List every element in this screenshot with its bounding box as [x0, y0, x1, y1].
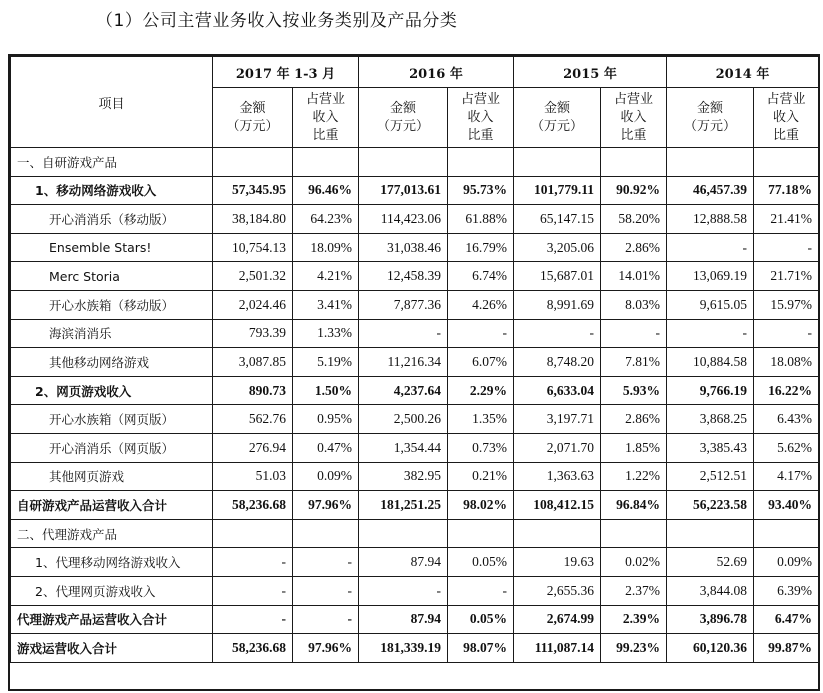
- header-share: [448, 88, 514, 148]
- header-share-line: 比重: [620, 127, 647, 143]
- share-cell: 14.01%: [601, 262, 667, 291]
- share-cell: 3.41%: [293, 290, 359, 319]
- header-amount: [514, 88, 601, 148]
- header-share-line: 比重: [772, 127, 799, 143]
- share-cell: 61.88%: [448, 205, 514, 234]
- share-cell: 95.73%: [448, 176, 514, 205]
- amount-cell: 2,674.99: [514, 605, 601, 634]
- row-label: 其他移动网络游戏: [11, 348, 213, 377]
- amount-cell: -: [213, 605, 293, 634]
- header-share: [601, 88, 667, 148]
- row-label: 1、代理移动网络游戏收入: [11, 548, 213, 577]
- revenue-table: [10, 56, 819, 663]
- row-label: 其他网页游戏: [11, 462, 213, 491]
- share-cell: 4.17%: [754, 462, 819, 491]
- share-cell: 6.07%: [448, 348, 514, 377]
- amount-cell: -: [359, 576, 448, 605]
- share-cell: 18.08%: [754, 348, 819, 377]
- amount-cell: 52.69: [667, 548, 754, 577]
- header-share-line: 占营业: [766, 91, 806, 107]
- share-cell: 1.35%: [448, 405, 514, 434]
- amount-cell: 9,615.05: [667, 290, 754, 319]
- amount-cell: 2,655.36: [514, 576, 601, 605]
- share-cell: [754, 519, 819, 548]
- share-cell: 5.62%: [754, 433, 819, 462]
- row-label: 一、自研游戏产品: [11, 148, 213, 177]
- table-row: [11, 376, 819, 405]
- amount-cell: [667, 148, 754, 177]
- share-cell: 97.96%: [293, 491, 359, 520]
- share-cell: 5.93%: [601, 376, 667, 405]
- amount-cell: -: [359, 319, 448, 348]
- header-share-line: 占营业: [460, 91, 500, 107]
- share-cell: -: [448, 576, 514, 605]
- share-cell: 0.73%: [448, 433, 514, 462]
- header-share-line: 收入: [620, 109, 647, 125]
- share-cell: 93.40%: [754, 491, 819, 520]
- share-cell: 2.37%: [601, 576, 667, 605]
- amount-cell: 10,754.13: [213, 233, 293, 262]
- share-cell: -: [448, 319, 514, 348]
- header-period: 2016 年: [359, 57, 514, 88]
- header-amount-line: （万元）: [530, 118, 583, 134]
- row-label: 代理游戏产品运营收入合计: [11, 605, 213, 634]
- header-row-periods: [11, 57, 819, 88]
- share-cell: [293, 519, 359, 548]
- row-label: 海滨消消乐: [11, 319, 213, 348]
- amount-cell: 1,354.44: [359, 433, 448, 462]
- amount-cell: 51.03: [213, 462, 293, 491]
- share-cell: 90.92%: [601, 176, 667, 205]
- amount-cell: 56,223.58: [667, 491, 754, 520]
- table-row: [11, 290, 819, 319]
- share-cell: 58.20%: [601, 205, 667, 234]
- table-row: [11, 462, 819, 491]
- table-row: [11, 548, 819, 577]
- share-cell: 1.50%: [293, 376, 359, 405]
- amount-cell: 101,779.11: [514, 176, 601, 205]
- share-cell: 99.87%: [754, 634, 819, 663]
- amount-cell: 2,024.46: [213, 290, 293, 319]
- share-cell: 1.22%: [601, 462, 667, 491]
- table-row: [11, 262, 819, 291]
- share-cell: 1.33%: [293, 319, 359, 348]
- amount-cell: 13,069.19: [667, 262, 754, 291]
- amount-cell: 60,120.36: [667, 634, 754, 663]
- row-label: 二、代理游戏产品: [11, 519, 213, 548]
- amount-cell: 114,423.06: [359, 205, 448, 234]
- share-cell: 5.19%: [293, 348, 359, 377]
- amount-cell: 181,251.25: [359, 491, 448, 520]
- share-cell: 99.23%: [601, 634, 667, 663]
- amount-cell: 7,877.36: [359, 290, 448, 319]
- amount-cell: -: [213, 548, 293, 577]
- amount-cell: 181,339.19: [359, 634, 448, 663]
- table-row: [11, 319, 819, 348]
- table-body: [11, 148, 819, 663]
- share-cell: 0.05%: [448, 605, 514, 634]
- header-period: 2014 年: [667, 57, 819, 88]
- share-cell: 2.86%: [601, 405, 667, 434]
- header-amount-line: 金额: [543, 100, 570, 116]
- share-cell: 64.23%: [293, 205, 359, 234]
- share-cell: 0.02%: [601, 548, 667, 577]
- amount-cell: 8,991.69: [514, 290, 601, 319]
- amount-cell: 12,458.39: [359, 262, 448, 291]
- amount-cell: 15,687.01: [514, 262, 601, 291]
- amount-cell: 382.95: [359, 462, 448, 491]
- share-cell: 6.39%: [754, 576, 819, 605]
- table-row: [11, 491, 819, 520]
- share-cell: 6.47%: [754, 605, 819, 634]
- share-cell: [448, 519, 514, 548]
- table-row: [11, 605, 819, 634]
- amount-cell: 3,844.08: [667, 576, 754, 605]
- header-share-line: 占营业: [305, 91, 345, 107]
- share-cell: 21.41%: [754, 205, 819, 234]
- amount-cell: 3,385.43: [667, 433, 754, 462]
- amount-cell: 10,884.58: [667, 348, 754, 377]
- header-amount: [359, 88, 448, 148]
- share-cell: -: [293, 548, 359, 577]
- share-cell: 0.47%: [293, 433, 359, 462]
- amount-cell: 31,038.46: [359, 233, 448, 262]
- header-amount-line: 金额: [239, 100, 266, 116]
- header-period: 2017 年 1-3 月: [213, 57, 359, 88]
- share-cell: 0.09%: [293, 462, 359, 491]
- table-row: [11, 148, 819, 177]
- amount-cell: 111,087.14: [514, 634, 601, 663]
- share-cell: -: [601, 319, 667, 348]
- share-cell: [293, 148, 359, 177]
- table-row: [11, 576, 819, 605]
- table-row: [11, 348, 819, 377]
- row-label: 开心消消乐（移动版）: [11, 205, 213, 234]
- amount-cell: 562.76: [213, 405, 293, 434]
- share-cell: 16.79%: [448, 233, 514, 262]
- amount-cell: 87.94: [359, 548, 448, 577]
- amount-cell: 9,766.19: [667, 376, 754, 405]
- amount-cell: 177,013.61: [359, 176, 448, 205]
- share-cell: 0.95%: [293, 405, 359, 434]
- share-cell: -: [754, 319, 819, 348]
- header-share-line: 比重: [467, 127, 494, 143]
- header-share-line: 占营业: [613, 91, 653, 107]
- header-share-line: 比重: [312, 127, 339, 143]
- amount-cell: -: [213, 576, 293, 605]
- header-share-line: 收入: [772, 109, 799, 125]
- amount-cell: 65,147.15: [514, 205, 601, 234]
- amount-cell: -: [514, 319, 601, 348]
- share-cell: 2.86%: [601, 233, 667, 262]
- share-cell: 6.74%: [448, 262, 514, 291]
- share-cell: 0.21%: [448, 462, 514, 491]
- amount-cell: 2,500.26: [359, 405, 448, 434]
- share-cell: 0.05%: [448, 548, 514, 577]
- amount-cell: 58,236.68: [213, 634, 293, 663]
- row-label: Ensemble Stars!: [11, 233, 213, 262]
- header-share: [754, 88, 819, 148]
- section-title: （1）公司主营业务收入按业务类别及产品分类: [96, 11, 458, 31]
- amount-cell: 38,184.80: [213, 205, 293, 234]
- share-cell: 21.71%: [754, 262, 819, 291]
- amount-cell: 3,205.06: [514, 233, 601, 262]
- amount-cell: 3,868.25: [667, 405, 754, 434]
- amount-cell: [213, 519, 293, 548]
- amount-cell: 793.39: [213, 319, 293, 348]
- header-period: 2015 年: [514, 57, 667, 88]
- header-amount-line: （万元）: [683, 118, 736, 134]
- table-row: [11, 176, 819, 205]
- header-amount: [667, 88, 754, 148]
- amount-cell: 3,896.78: [667, 605, 754, 634]
- share-cell: 7.81%: [601, 348, 667, 377]
- amount-cell: [213, 148, 293, 177]
- header-item: 项目: [11, 57, 213, 148]
- row-label: 游戏运营收入合计: [11, 634, 213, 663]
- header-amount-line: 金额: [696, 100, 723, 116]
- share-cell: 98.07%: [448, 634, 514, 663]
- share-cell: -: [293, 576, 359, 605]
- share-cell: 97.96%: [293, 634, 359, 663]
- amount-cell: 58,236.68: [213, 491, 293, 520]
- share-cell: [601, 148, 667, 177]
- header-amount: [213, 88, 293, 148]
- share-cell: [601, 519, 667, 548]
- table-row: [11, 405, 819, 434]
- amount-cell: 12,888.58: [667, 205, 754, 234]
- header-amount-line: （万元）: [376, 118, 429, 134]
- share-cell: 15.97%: [754, 290, 819, 319]
- share-cell: -: [754, 233, 819, 262]
- header-share-line: 收入: [467, 109, 494, 125]
- amount-cell: 57,345.95: [213, 176, 293, 205]
- amount-cell: 276.94: [213, 433, 293, 462]
- share-cell: 2.29%: [448, 376, 514, 405]
- share-cell: 0.09%: [754, 548, 819, 577]
- header-amount-line: （万元）: [226, 118, 279, 134]
- amount-cell: 3,087.85: [213, 348, 293, 377]
- table-row: [11, 205, 819, 234]
- amount-cell: -: [667, 319, 754, 348]
- amount-cell: 108,412.15: [514, 491, 601, 520]
- share-cell: 96.46%: [293, 176, 359, 205]
- row-label: 2、网页游戏收入: [11, 376, 213, 405]
- share-cell: [448, 148, 514, 177]
- header-share-line: 收入: [312, 109, 339, 125]
- share-cell: 8.03%: [601, 290, 667, 319]
- amount-cell: 1,363.63: [514, 462, 601, 491]
- row-label: 开心消消乐（网页版）: [11, 433, 213, 462]
- amount-cell: 4,237.64: [359, 376, 448, 405]
- amount-cell: 87.94: [359, 605, 448, 634]
- row-label: 1、移动网络游戏收入: [11, 176, 213, 205]
- amount-cell: [514, 519, 601, 548]
- amount-cell: 8,748.20: [514, 348, 601, 377]
- amount-cell: 2,071.70: [514, 433, 601, 462]
- share-cell: 4.26%: [448, 290, 514, 319]
- amount-cell: 46,457.39: [667, 176, 754, 205]
- amount-cell: 6,633.04: [514, 376, 601, 405]
- row-label: 自研游戏产品运营收入合计: [11, 491, 213, 520]
- amount-cell: [359, 519, 448, 548]
- table-row: [11, 433, 819, 462]
- table-row: [11, 634, 819, 663]
- share-cell: 6.43%: [754, 405, 819, 434]
- amount-cell: 19.63: [514, 548, 601, 577]
- table-row: [11, 233, 819, 262]
- share-cell: 18.09%: [293, 233, 359, 262]
- share-cell: 2.39%: [601, 605, 667, 634]
- amount-cell: -: [667, 233, 754, 262]
- row-label: 开心水族箱（网页版）: [11, 405, 213, 434]
- share-cell: 96.84%: [601, 491, 667, 520]
- amount-cell: [667, 519, 754, 548]
- amount-cell: [359, 148, 448, 177]
- share-cell: 4.21%: [293, 262, 359, 291]
- row-label: Merc Storia: [11, 262, 213, 291]
- amount-cell: 2,512.51: [667, 462, 754, 491]
- amount-cell: [514, 148, 601, 177]
- share-cell: 98.02%: [448, 491, 514, 520]
- row-label: 2、代理网页游戏收入: [11, 576, 213, 605]
- header-share: [293, 88, 359, 148]
- amount-cell: 3,197.71: [514, 405, 601, 434]
- share-cell: 77.18%: [754, 176, 819, 205]
- share-cell: -: [293, 605, 359, 634]
- share-cell: 16.22%: [754, 376, 819, 405]
- share-cell: 1.85%: [601, 433, 667, 462]
- amount-cell: 890.73: [213, 376, 293, 405]
- row-label: 开心水族箱（移动版）: [11, 290, 213, 319]
- amount-cell: 2,501.32: [213, 262, 293, 291]
- table-row: [11, 519, 819, 548]
- header-amount-line: 金额: [389, 100, 416, 116]
- share-cell: [754, 148, 819, 177]
- amount-cell: 11,216.34: [359, 348, 448, 377]
